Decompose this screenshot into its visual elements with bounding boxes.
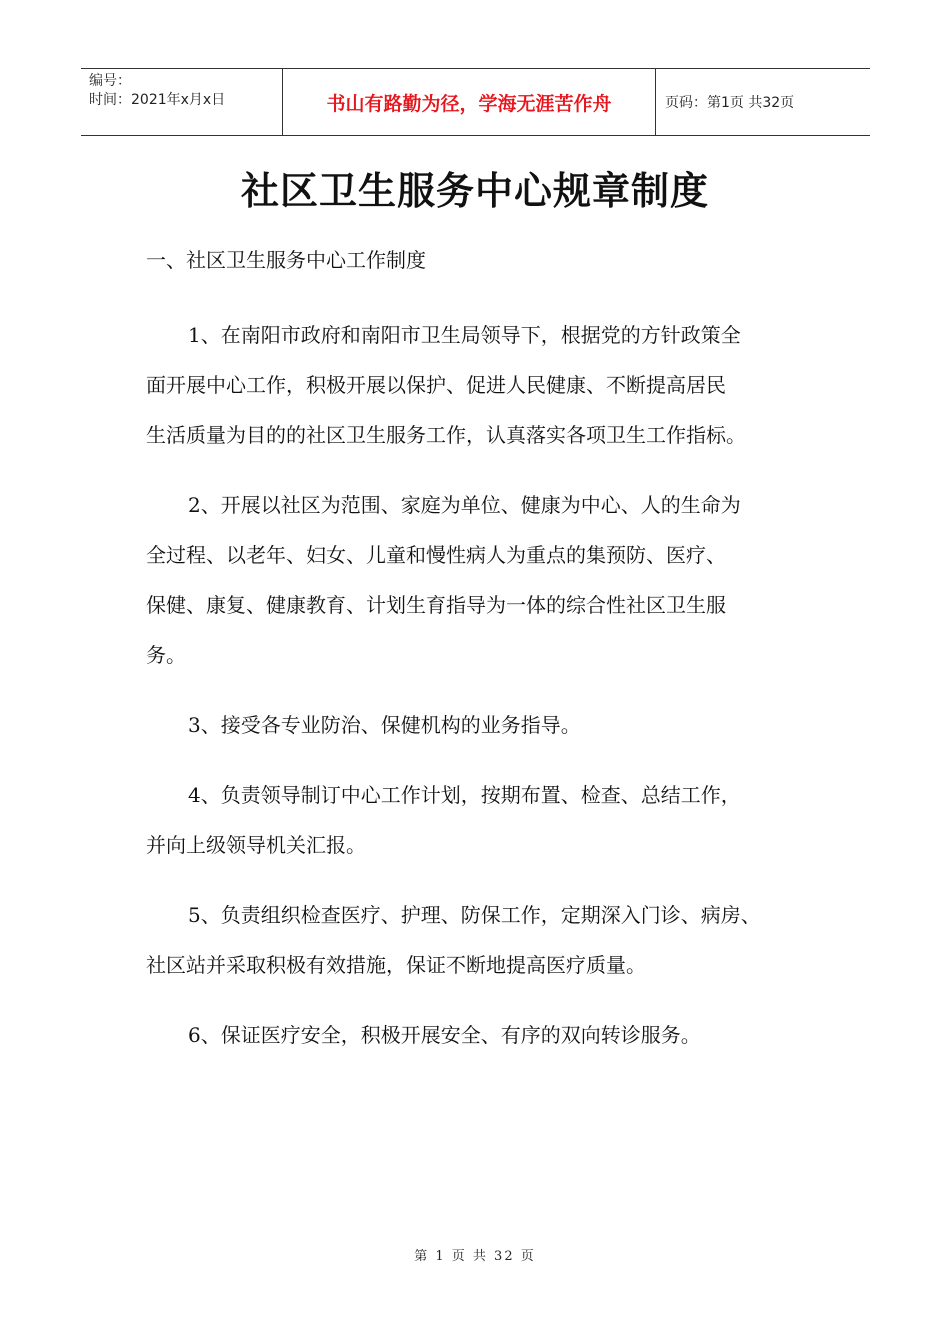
paragraph-line: 全过程、以老年、妇女、儿童和慢性病人为重点的集预防、医疗、 [146, 543, 726, 567]
paragraph-1 [146, 310, 826, 460]
paragraph-line: 生活质量为目的的社区卫生服务工作，认真落实各项卫生工作指标。 [146, 423, 746, 447]
header-motto: 书山有路勤为径，学海无涯苦作舟 [282, 69, 656, 135]
paragraph-3 [146, 700, 826, 750]
paragraph-line: 保健、康复、健康教育、计划生育指导为一体的综合性社区卫生服 [146, 593, 726, 617]
header-meta [81, 69, 282, 135]
paragraph-line: 社区站并采取积极有效措施，保证不断地提高医疗质量。 [146, 953, 646, 977]
paragraph-line: 1、在南阳市政府和南阳市卫生局领导下，根据党的方针政策全 [188, 323, 741, 347]
header-page-info: 页码：第1页 共32页 [665, 95, 795, 111]
document-title: 社区卫生服务中心规章制度 [240, 169, 709, 213]
header-table [81, 68, 870, 136]
paragraph-2 [146, 480, 826, 680]
paragraph-4 [146, 770, 826, 870]
paragraph-line: 2、开展以社区为范围、家庭为单位、健康为中心、人的生命为 [188, 493, 741, 517]
paragraph-line: 6、保证医疗安全，积极开展安全、有序的双向转诊服务。 [188, 1023, 701, 1047]
section-heading: 一、社区卫生服务中心工作制度 [146, 248, 426, 272]
time-label: 时间：2021年x月x日 [89, 92, 226, 108]
paragraph-line: 4、负责领导制订中心工作计划，按期布置、检查、总结工作， [188, 783, 741, 807]
number-label: 编号： [89, 73, 131, 89]
paragraph-line: 务。 [146, 643, 186, 667]
paragraph-line: 面开展中心工作，积极开展以保护、促进人民健康、不断提高居民 [146, 373, 726, 397]
paragraph-6 [146, 1010, 826, 1060]
paragraph-line: 并向上级领导机关汇报。 [146, 833, 366, 857]
paragraph-5 [146, 890, 826, 990]
paragraph-line: 5、负责组织检查医疗、护理、防保工作，定期深入门诊、病房、 [188, 903, 761, 927]
page-footer: 第 1 页 共 32 页 [414, 1249, 536, 1264]
document-body [146, 310, 826, 1060]
paragraph-line: 3、接受各专业防治、保健机构的业务指导。 [188, 713, 581, 737]
